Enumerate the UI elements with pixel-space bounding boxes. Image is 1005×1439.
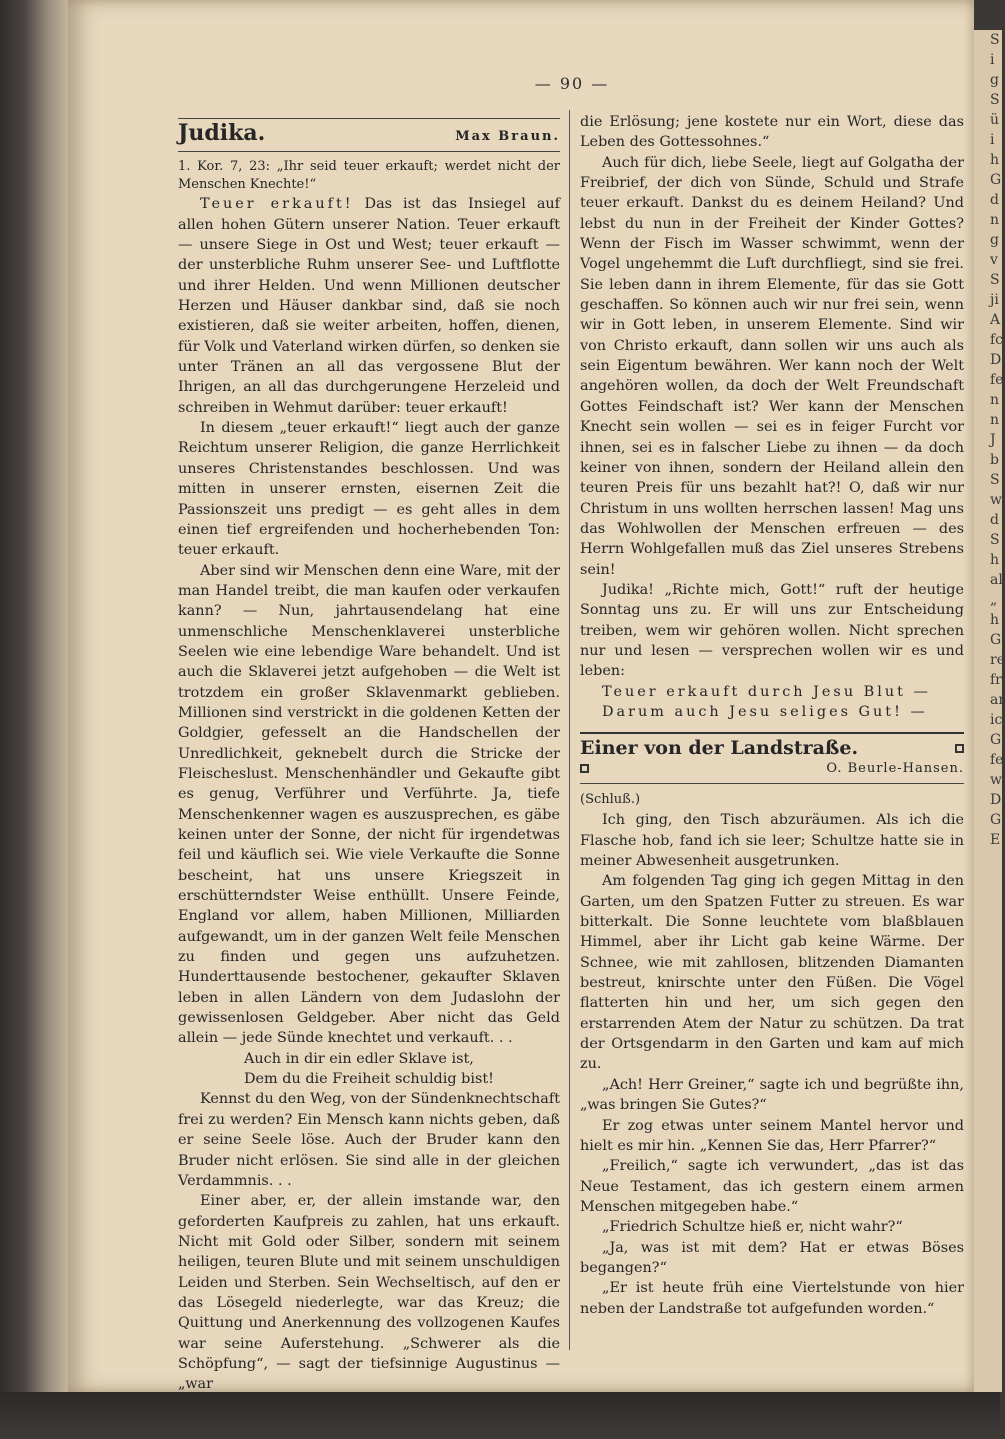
adjacent-page-fragment: n	[990, 412, 1000, 428]
paragraph: „Ach! Herr Greiner,“ sagte ich und begrüßte ihn, „was bringen Sie Gutes?“	[580, 1076, 964, 1114]
paragraph: In diesem „teuer erkauft!“ liegt auch der ganze Reichtum unserer Religion, die ganze Herrlichkeit unseres Christenstandes beschlossen. Und was mitten in unserer ernsten, eisernen Zeit die Passionszeit uns predigt — es geht alles in dem einen tief ergreifenden und hocherhebenden Ton: teuer erkauft.	[178, 420, 560, 559]
paragraph: die Erlösung; jene kostete nur ein Wort, diese das Leben des Gottessohnes.“	[580, 114, 964, 151]
adjacent-page-fragment: ji	[990, 292, 999, 308]
left-column	[178, 112, 560, 1395]
adjacent-page-fragment: h	[990, 552, 1000, 568]
installment-note: (Schluß.)	[580, 792, 641, 807]
story-title: Einer von der Landstraße.	[580, 737, 859, 760]
verse-line: Dem du die Freiheit schuldig bist!	[244, 1071, 494, 1088]
story-header	[580, 732, 964, 758]
paragraph: „Ja, was ist mit dem? Hat er etwas Böses begangen?“	[580, 1239, 964, 1276]
paragraph: Auch für dich, liebe Seele, liegt auf Golgatha der Freibrief, der dich von Sünde, Schuld und Strafe teuer erkauft. Dankst du es deinem Heiland? Und lebst du nun in der Freiheit der Kinder Gottes? Wenn der Fisch im Wasser schwimmt, wenn der Vogel ungehemmt die Luft durchfliegt, sind sie frei. Sie leben dann in ihrem Elemente, für das sie Gott geschaffen. So können auch wir nur frei sein, wenn wir in Gott leben, in unserem Elemente. Sind wir von Christo erkauft, dann sollen wir uns auch als sein Eigentum bewähren. Wer kann noch der Welt angehören wollen, da doch der Welt Freundschaft Gottes Feindschaft ist? Wer kann der Menschen Knecht sein wollen — sei es in feiger Furcht vor ihnen, sei es in falscher Liebe zu ihnen — da doch keiner von ihnen, sondern der Heiland allein den teuren Preis für uns bezahlt hat?! O, daß wir nur Christum in uns wollten herrschen lassen! Mag uns das Wohlwollen der Menschen erfreuen — des Herrn Wohlgefallen muß das Ziel unseres Strebens sein!	[580, 154, 964, 578]
paragraph: „Freilich,“ sagte ich verwundert, „das ist das Neue Testament, das ich gestern einem armen Menschen mitgegeben habe.“	[580, 1158, 964, 1215]
adjacent-page-fragment: E	[990, 832, 1001, 848]
adjacent-page-fragment: d	[990, 192, 999, 208]
adjacent-page-fragment: ic	[990, 712, 1003, 728]
adjacent-page-fragment: fr	[990, 672, 1002, 688]
page-number: — 90 —	[534, 74, 610, 93]
adjacent-page-fragment: w	[990, 492, 1002, 508]
bible-verse-epigraph: 1. Kor. 7, 23: „Ihr seid teuer erkauft; werdet nicht der Menschen Knechte!“	[178, 159, 560, 193]
story-author: O. Beurle-Hansen.	[826, 760, 964, 776]
closing-verse-line: Teuer erkauft durch Jesu Blut —	[602, 683, 931, 700]
adjacent-page-fragment: ar	[990, 692, 1005, 708]
paragraph: Er zog etwas unter seinem Mantel hervor und hielt es mir hin. „Kennen Sie das, Herr Pfarrer?“	[580, 1117, 964, 1154]
adjacent-page-fragment: fe	[990, 752, 1004, 768]
adjacent-page-fragment: g	[990, 232, 999, 248]
adjacent-page-fragment: h	[990, 612, 1000, 628]
adjacent-page-fragment: i	[990, 52, 995, 68]
story-byline-row	[580, 759, 964, 784]
square-ornament	[580, 764, 589, 773]
paragraph: Judika! „Richte mich, Gott!“ ruft der heutige Sonntag uns zu. Er will uns zur Entscheidung treiben, wem wir gehören wollen. Nicht sprechen nur und lesen — versprechen wollen wir es und leben:	[580, 581, 964, 680]
adjacent-page-fragment: S	[990, 472, 1000, 488]
adjacent-page-edge	[972, 30, 1005, 1392]
adjacent-page-fragment: S	[990, 272, 1000, 288]
paragraph: Kennst du den Weg, von der Sündenknechtschaft frei zu werden? Ein Mensch kann nichts geben, daß er seine Seele löse. Auch der Bruder kann den Bruder nicht erlösen. Sie sind alle in der gleichen Verdammnis. . .	[178, 1091, 560, 1189]
adjacent-page-fragment: fe	[990, 372, 1004, 388]
adjacent-page-fragment: n	[990, 392, 1000, 408]
adjacent-page-fragment: i	[990, 132, 995, 148]
emphasis-lead: Teuer erkauft!	[200, 196, 354, 213]
adjacent-page-fragment: G	[990, 632, 1002, 648]
adjacent-page-fragment: w	[990, 772, 1002, 788]
adjacent-page-fragment: G	[990, 172, 1002, 188]
article-title: Judika.	[178, 120, 266, 146]
book-binding-edge	[0, 0, 70, 1400]
adjacent-page-fragment: D	[990, 352, 1002, 368]
verse-line: Auch in dir ein edler Sklave ist,	[244, 1050, 474, 1067]
adjacent-page-fragment: n	[990, 212, 1000, 228]
article-header	[178, 118, 560, 147]
right-column	[580, 112, 964, 1319]
adjacent-page-fragment: ü	[990, 112, 1000, 128]
header-rule	[178, 151, 560, 152]
article-author: Max Braun.	[455, 129, 560, 144]
adjacent-page-fragment: b	[990, 452, 999, 468]
paragraph: „Friedrich Schultze hieß er, nicht wahr?“	[602, 1219, 903, 1236]
paragraph: „Er ist heute früh eine Viertelstunde von hier neben der Landstraße tot aufgefunden worden.“	[580, 1280, 964, 1317]
column-divider	[569, 110, 570, 1350]
adjacent-page-fragment: fc	[990, 332, 1004, 348]
paragraph: Am folgenden Tag ging ich gegen Mittag in den Garten, um den Spatzen Futter zu streuen. Es war bitterkalt. Die Sonne leuchtete vom blaßblauen Himmel, aber ihr Licht gab keine Wärme. Der Schnee, wie mit zahllosen, blitzenden Diamanten bestreut, knirschte unter den Füßen. Die Vögel flatterten hin und her, um sich gegen den erstarrenden Atem der Natur zu schützen. Da trat der Ortsgendarm in den Garten und kam auf mich zu.	[580, 873, 964, 1073]
adjacent-page-fragment: d	[990, 512, 999, 528]
adjacent-page-fragment: G	[990, 812, 1002, 828]
adjacent-page-fragment: re	[990, 652, 1005, 668]
paragraph: Aber sind wir Menschen denn eine Ware, mit der man Handel treibt, die man kaufen oder verkaufen kann? — Nun, jahrtausendelang hat eine unmenschliche Menschenklaverei unsterbliche Seelen wie eine lebendige Ware behandelt. Und ist auch die Sklaverei jetzt aufgehoben — die Welt ist trotzdem ein großer Sklavenmarkt geblieben. Millionen sind verstrickt in die goldenen Ketten der Goldgier, gefesselt an die Handschellen der Unredlichkeit, geknebelt durch die Stricke der Fleischeslust. Menschenhändler und Gekaufte gibt es genug, Verführer und Verführte. Ja, tiefe Menschenkenner wagen es auszusprechen, es gäbe keinen unter der Sonne, der nicht für irgendetwas feil und käuflich sei. Wie viele Verkaufte die Sonne bescheint, hat uns unsere Kriegszeit in erschütterndster Weise enthüllt. Unsere Feinde, England vor allem, haben Millionen, Milliarden aufgewandt, um in der ganzen Welt feile Menschen zu finden und gegen uns aufzuhetzen. Hunderttausende bestochener, gekaufter Sklaven leben in allen Ländern von dem Judaslohn der gewissenlosen Geldgeber. Aber nicht das Geld allein — jede Sünde knechtet und verkauft. . .	[178, 562, 560, 1047]
adjacent-page-fragment: G	[990, 732, 1002, 748]
paragraph-text: Das ist das Insiegel auf allen hohen Gütern unserer Nation. Teuer erkauft — unsere Siege in Ost und West; teuer erkauft — der unsterbliche Ruhm unserer See- und Luftflotte und ihrer Helden. Und wenn Millionen deutscher Herzen und Häuser dankbar sind, daß sie noch existieren, daß sie weiter arbeiten, hoffen, dienen, für Volk und Vaterland wirken dürfen, so denken sie unter Tränen an all das vergossene Blut der Ihrigen, an all das durchgerungene Herzeleid und schreiben in Wehmut darüber: teuer erkauft!	[178, 196, 560, 416]
adjacent-page-fragment: h	[990, 152, 1000, 168]
adjacent-page-fragment: S	[990, 92, 1000, 108]
adjacent-page-fragment: J	[990, 432, 996, 448]
closing-verse-line: Darum auch Jesu seliges Gut! —	[602, 703, 928, 720]
adjacent-page-fragment: al	[990, 572, 1003, 588]
adjacent-page-fragment: „	[990, 592, 998, 608]
scanner-background	[0, 1392, 1000, 1439]
adjacent-page-fragment: D	[990, 792, 1002, 808]
adjacent-page-fragment: v	[990, 252, 998, 268]
adjacent-page-fragment: S	[990, 32, 1000, 48]
adjacent-page-fragment: A	[990, 312, 1001, 328]
paragraph: Einer aber, er, der allein imstande war, den geforderten Kaufpreis zu zahlen, hat uns erkauft. Nicht mit Gold oder Silber, sondern mit seinem heiligen, teuren Blute und mit seinem unschuldigen Leiden und Sterben. Sein Wechseltisch, auf den er das Lösegeld niederlegte, war das Kreuz; die Quittung und Anerkennung des vollzogenen Kaufes war seine Auferstehung. „Schwerer als die Schöpfung“, — sagt der tiefsinnige Augustinus — „war	[178, 1193, 560, 1393]
paragraph	[178, 194, 560, 418]
adjacent-page-fragment: g	[990, 72, 999, 88]
adjacent-page-fragment: S	[990, 532, 1000, 548]
square-ornament	[955, 744, 964, 753]
paragraph: Ich ging, den Tisch abzuräumen. Als ich die Flasche hob, fand ich sie leer; Schultze hatte sie in meiner Abwesenheit ausgetrunken.	[580, 812, 964, 870]
